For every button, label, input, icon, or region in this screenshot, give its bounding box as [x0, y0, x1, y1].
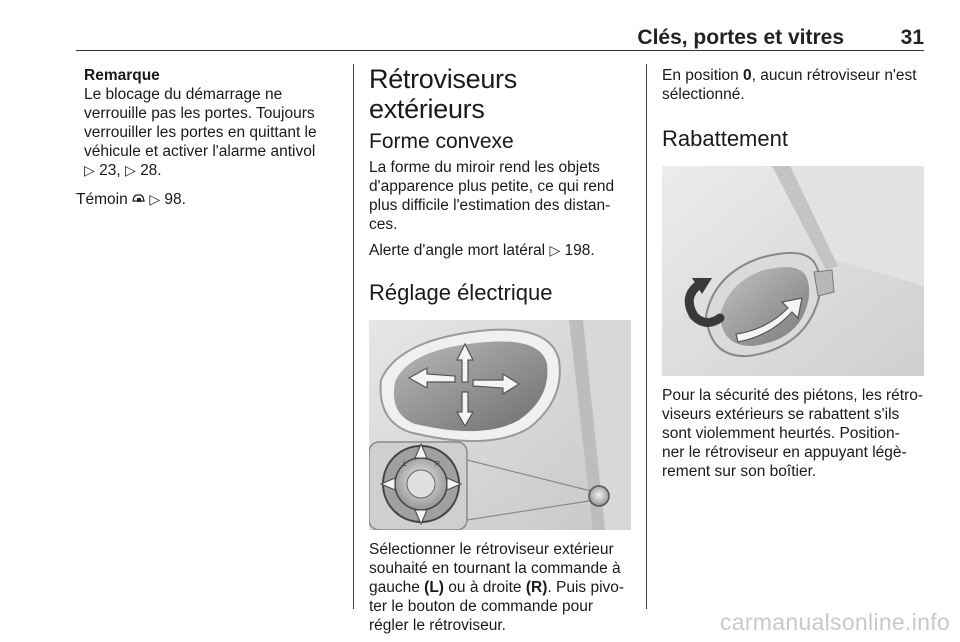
text-span: ou à droite: [448, 579, 522, 596]
watermark: carmanualsonline.info: [719, 609, 950, 635]
svg-text:R: R: [435, 461, 441, 468]
mirror-folding-illustration: [662, 166, 924, 376]
svg-text:L: L: [403, 461, 407, 468]
column-divider-2: [646, 64, 647, 609]
text-line: ter le bouton de commande pour: [369, 598, 594, 615]
page-header: [76, 26, 924, 51]
text-line: sont violemment heurtés. Position-: [662, 425, 900, 442]
text-line: [369, 578, 633, 597]
text-line: viseurs extérieurs se rabattent s'ils: [662, 406, 900, 423]
page-ref-arrow-icon: ▷: [549, 242, 561, 258]
column-1: [76, 66, 334, 216]
note-line: verrouille pas les portes. Toujours: [84, 105, 315, 122]
note-line: véhicule et activer l'alarme antivol: [84, 143, 316, 160]
blind-spot-reference: [369, 241, 633, 260]
text-line: [662, 66, 926, 85]
text-line: La forme du miroir rend les objets: [369, 159, 600, 176]
subsection-folding: Rabattement: [662, 126, 788, 151]
text-line: Pour la sécurité des piétons, les rétro-: [662, 387, 924, 404]
text-line: souhaité en tournant la commande à: [369, 560, 621, 577]
text-line: sélectionné.: [662, 86, 745, 103]
text-span: En position: [662, 67, 739, 84]
car-lock-icon: [132, 191, 149, 208]
temoin-label: Témoin: [76, 191, 128, 208]
note-box: [76, 66, 334, 180]
left-label: (L): [424, 579, 444, 596]
page-ref-link[interactable]: 23: [99, 162, 117, 179]
page-ref-link[interactable]: 198.: [564, 242, 595, 259]
subsection-electric-adjust: Réglage électrique: [369, 280, 553, 305]
page-ref-arrow-icon: ▷: [124, 162, 136, 178]
text-line: d'apparence plus petite, ce qui rend: [369, 178, 615, 195]
note-title: Remarque: [84, 67, 160, 84]
column-divider-1: [353, 64, 354, 609]
section-title: Rétroviseurs extérieurs: [369, 64, 517, 124]
page-ref-arrow-icon: ▷: [84, 162, 95, 178]
page-ref-link[interactable]: 98.: [164, 191, 186, 208]
chapter-title: Clés, portes et vitres: [637, 26, 844, 49]
column-2: [369, 64, 633, 635]
text-span: , aucun rétroviseur n'est: [751, 67, 917, 84]
text-line: ner le rétroviseur en appuyant légè-: [662, 444, 907, 461]
note-line: Le blocage du démarrage ne: [84, 86, 283, 103]
text-span: gauche: [369, 579, 420, 596]
text-line: Sélectionner le rétroviseur extérieur: [369, 541, 614, 558]
subsection-convex: Forme convexe: [369, 130, 514, 153]
text-span: Alerte d'angle mort latéral: [369, 242, 546, 259]
text-line: régler le rétroviseur.: [369, 617, 506, 634]
text-line: ces.: [369, 216, 398, 233]
text-span: . Puis pivo-: [547, 579, 625, 596]
note-line: verrouiller les portes en quittant le: [84, 124, 317, 141]
page-ref-arrow-icon: ▷: [149, 191, 161, 207]
column-3: [662, 66, 926, 481]
page-number: 31: [900, 26, 924, 49]
mirror-adjust-illustration: [369, 320, 631, 530]
page-ref-link[interactable]: 28.: [140, 162, 162, 179]
position-zero-label: 0: [743, 67, 752, 84]
temoin-line: [76, 190, 334, 209]
right-label: (R): [525, 579, 548, 596]
text-line: rement sur son boîtier.: [662, 463, 817, 480]
text-line: plus difficile l'estimation des distan-: [369, 197, 611, 214]
note-references: ▷ 23, ▷ 28.: [84, 162, 162, 179]
